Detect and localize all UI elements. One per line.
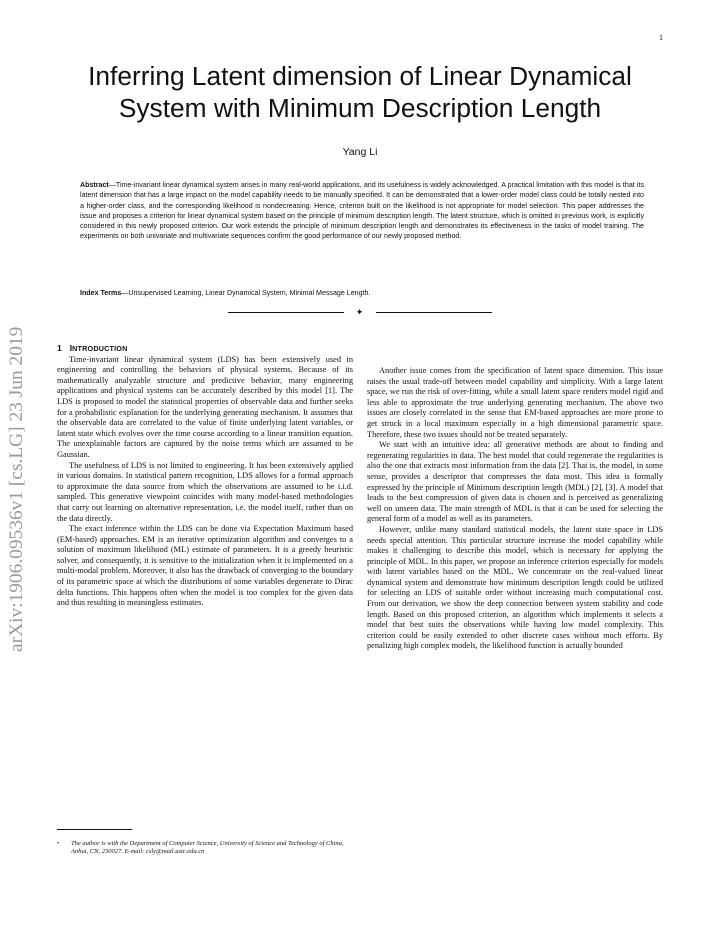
section-number: 1 (57, 343, 62, 353)
index-terms (80, 289, 644, 297)
section-heading (57, 343, 353, 355)
divider-line-right (376, 312, 492, 313)
section-title-initial: I (69, 343, 73, 353)
right-column (367, 366, 663, 652)
page-number: 1 (659, 33, 663, 42)
abstract-label: Abstract (80, 181, 109, 189)
paragraph: Another issue comes from the specification of latent space dimension. This issue raises the usual trade-off between model capability and simplicity. With a large latent space, we run the risk of over-fitting, while a small latent space renders model rigid and less able to approximate the true underlying generating mechanism. The above two issues are closely correlated in the sense that EM-based approaches are more prone to get struck in a local maximum especially in a high dimensional parametric space. Therefore, these two issues should not be treated separately. (367, 366, 663, 439)
section-title-rest: NTRODUCTION (72, 344, 128, 353)
abstract-text: —Time-invariant linear dynamical system arises in many real-world applications, and its usefulness is widely acknowledged. A practical limitation with this model is that its latent dimension that has a large impact on the model capability needs to be manually specified. It can be demonstrated that a lower-order model class could be totally nested into a higher-order class, and the corresponding likelihood is nondecreasing. Hence, criterion built on the likelihood is not appropriate for model selection. This paper addresses the issue and proposes a criterion for linear dynamical system based on the principle of minimum description length. The latent structure, which is omitted in previous work, is explicitly considered in this newly proposed criterion. Our work extends the principle of minimum description length and demonstrates its effectiveness in the tasks of model training. The experiments on both univariate and multivariate sequences confirm the good performance of our newly proposed method. (80, 181, 644, 241)
author-name: Yang Li (342, 146, 378, 158)
paragraph: The exact inference within the LDS can be done via Expectation Maximum based (EM-based) approaches. EM is an iterative optimization algorithm and converges to a solution of maximum likelihood (ML) estimate of parameters. It is a greedy heuristic solver, and consequently, it is sensitive to the initialization when it is implemented on a multi-modal problem. Moreover, it also has the drawback of converging to the boundary of its parametric space at which the distributions of some variables degenerate to Dirac delta functions. This happens often when the model is too complex for the given data and thus resulting in meaningless estimates. (57, 524, 353, 608)
section-divider (228, 307, 492, 317)
paragraph: The usefulness of LDS is not limited to engineering. It has been extensively applied in various domains. In statistical pattern recognition, LDS allows for a formal approach to approximate the data source from which the observations are assumed to be i.i.d. sampled. This generative viewpoint coincides with many model-based methodologies that carry out learning on alternative representation, i.e. the model itself, rather than on the data directly. (57, 460, 353, 523)
divider-line-left (228, 312, 344, 313)
footnote-rule (57, 829, 132, 830)
footnote-text: The author is with the Department of Computer Science, University of Science and Technology of China, Anhui, CN, 230027. E-mail: csly@mail.ustc.edu.cn (71, 840, 344, 856)
paper-title: Inferring Latent dimension of Linear Dynamical System with Minimum Description Length (88, 61, 632, 123)
left-column (57, 343, 353, 609)
paragraph: We start with an intuitive idea: all generative methods are about to finding and regenerating regularities in data. The best model that could regenerate the regularities is also the one that extracts most information from the data [2]. That is, the model, in some sense, provides a descriptor that compresses the data most. This idea is formally expressed by the principle of Minimum description length (MDL) [2], [3]. A model that leads to the best compression of given data is chosen and is perceived as generalizing well on unseen data. The main strength of MDL is that it can be used for selecting the general form of a model as well as its parameters. (367, 440, 663, 524)
author-footnote (57, 840, 357, 856)
arxiv-watermark: arXiv:1906.09536v1 [cs.LG] 23 Jun 2019 (6, 326, 27, 652)
diamond-icon: ✦ (355, 307, 364, 317)
bullet-icon: • (57, 840, 60, 847)
index-terms-label: Index Terms (80, 289, 122, 297)
paragraph: However, unlike many standard statistical models, the latent state space in LDS needs special attention. This particular structure increase the model capability while makes it challenging to describe this model, which is necessary for applying the principle of MDL. In this paper, we propose an inference criterion especially for models with latent variables based on the MDL. We concentrate on the real-valued linear dynamical system and demonstrate how minimum description length could be utilized for selecting an LDS of suitable order without increasing much computational cost. From our derivation, we show the deep connection between system stability and code length. Based on this proposed criterion, an algorithm which implements it selects a model that best suits the observations while having low model complexity. This criterion could be easily extended to other discrete cases without much efforts. By penalizing high complex models, the likelihood function is actually bounded (367, 524, 663, 651)
abstract (80, 180, 644, 242)
paragraph: Time-invariant linear dynamical system (LDS) has been extensively used in engineering and controlling the behaviors of physical systems. Because of its mathematically analyzable structure and predictive behavior, many engineering applications and physical systems can be accurately described by this model [1]. The LDS is proposed to model the statistical properties of observable data and further seeks for a probabilistic explanation for the underlying generating mechanism. It assumes that the observable data are correlated to the value of finite underlying latent variables, or latent state which evolves over the time course according to a linear transition equation. The unexplainable factors are captured by the noise terms which are assumed to be Gaussian. (57, 354, 353, 459)
index-terms-text: —Unsupervised Learning, Linear Dynamical System, Minimal Message Length. (121, 289, 371, 297)
